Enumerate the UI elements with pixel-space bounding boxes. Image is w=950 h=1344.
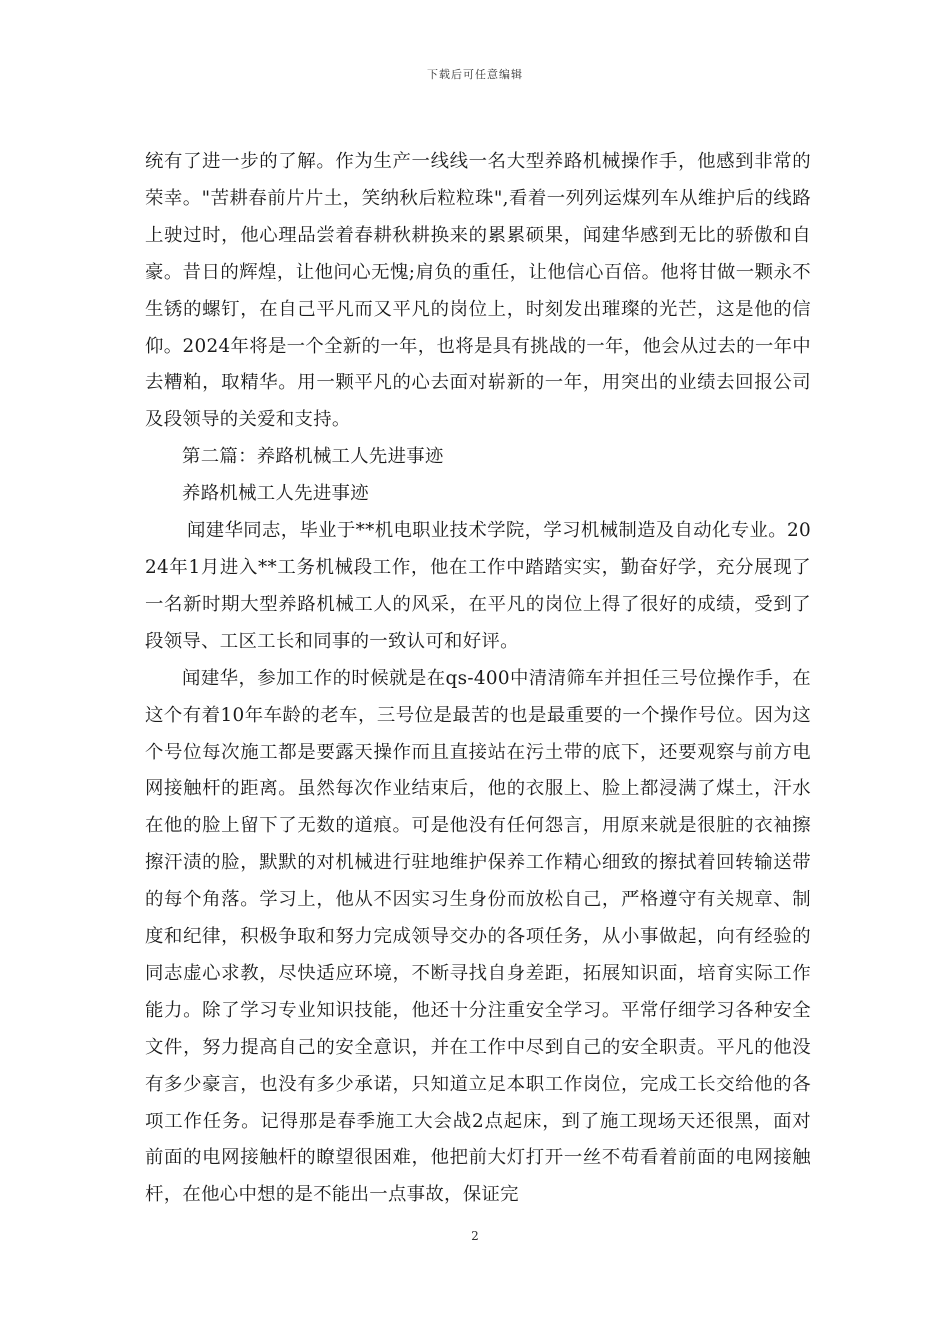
page-number: 2 <box>471 1229 479 1243</box>
continuation-paragraph: 统有了进一步的了解。作为生产一线线一名大型养路机械操作手，他感到非常的荣幸。"苦耕春前片片土，笑纳秋后粒粒珠",看着一列列运煤列车从维护后的线路上驶过时，他心理品尝着春耕秋耕换来的累累硕果，闻建华感到无比的骄傲和自豪。昔日的辉煌，让他问心无愧;肩负的重任，让他信心百倍。他将甘做一颗永不生锈的螺钉，在自己平凡而又平凡的岗位上，时刻发出璀璨的光芒，这是他的信仰。2024年将是一个全新的一年，也将是具有挑战的一年，他会从过去的一年中去糟粕，取精华。用一颗平凡的心去面对崭新的一年，用突出的业绩去回报公司及段领导的关爱和支持。 <box>145 151 811 431</box>
page-header: 下载后可任意编辑 <box>427 68 523 81</box>
document-body <box>145 144 811 1214</box>
body-paragraph-1: 闻建华同志，毕业于**机电职业技术学院，学习机械制造及自动化专业。2024年1月进入**工务机械段工作，他在工作中踏踏实实，勤奋好学，充分展现了一名新时期大型养路机械工人的风采，在平凡的岗位上得了很好的成绩，受到了段领导、工区工长和同事的一致认可和好评。 <box>145 520 811 652</box>
section-heading: 第二篇：养路机械工人先进事迹 <box>182 446 444 468</box>
body-paragraph-2: 闻建华，参加工作的时候就是在qs-400中清清筛车并担任三号位操作手，在这个有着10年车龄的老车，三号位是最苦的也是最重要的一个操作号位。因为这个号位每次施工都是要露天操作而且直接站在污土带的底下，还要观察与前方电网接触杆的距离。虽然每次作业结束后，他的衣服上、脸上都浸满了煤土，汗水在他的脸上留下了无数的道痕。可是他没有任何怨言，用原来就是很脏的衣袖擦擦汗渍的脸，默默的对机械进行驻地维护保养工作精心细致的擦拭着回转输送带的每个角落。学习上，他从不因实习生身份而放松自己，严格遵守有关规章、制度和纪律，积极争取和努力完成领导交办的各项任务，从小事做起，向有经验的同志虚心求教，尽快适应环境，不断寻找自身差距，拓展知识面，培育实际工作能力。除了学习专业知识技能，他还十分注重安全学习。平常仔细学习各种安全文件，努力提高自己的安全意识，并在工作中尽到自己的安全职责。平凡的他没有多少豪言，也没有多少承诺，只知道立足本职工作岗位，完成工长交给他的各项工作任务。记得那是春季施工大会战2点起床，到了施工现场天还很黑，面对前面的电网接触杆的瞭望很困难，他把前大灯打开一丝不苟看着前面的电网接触杆，在他心中想的是不能出一点事故，保证完 <box>145 667 811 1206</box>
article-title: 养路机械工人先进事迹 <box>182 483 369 505</box>
